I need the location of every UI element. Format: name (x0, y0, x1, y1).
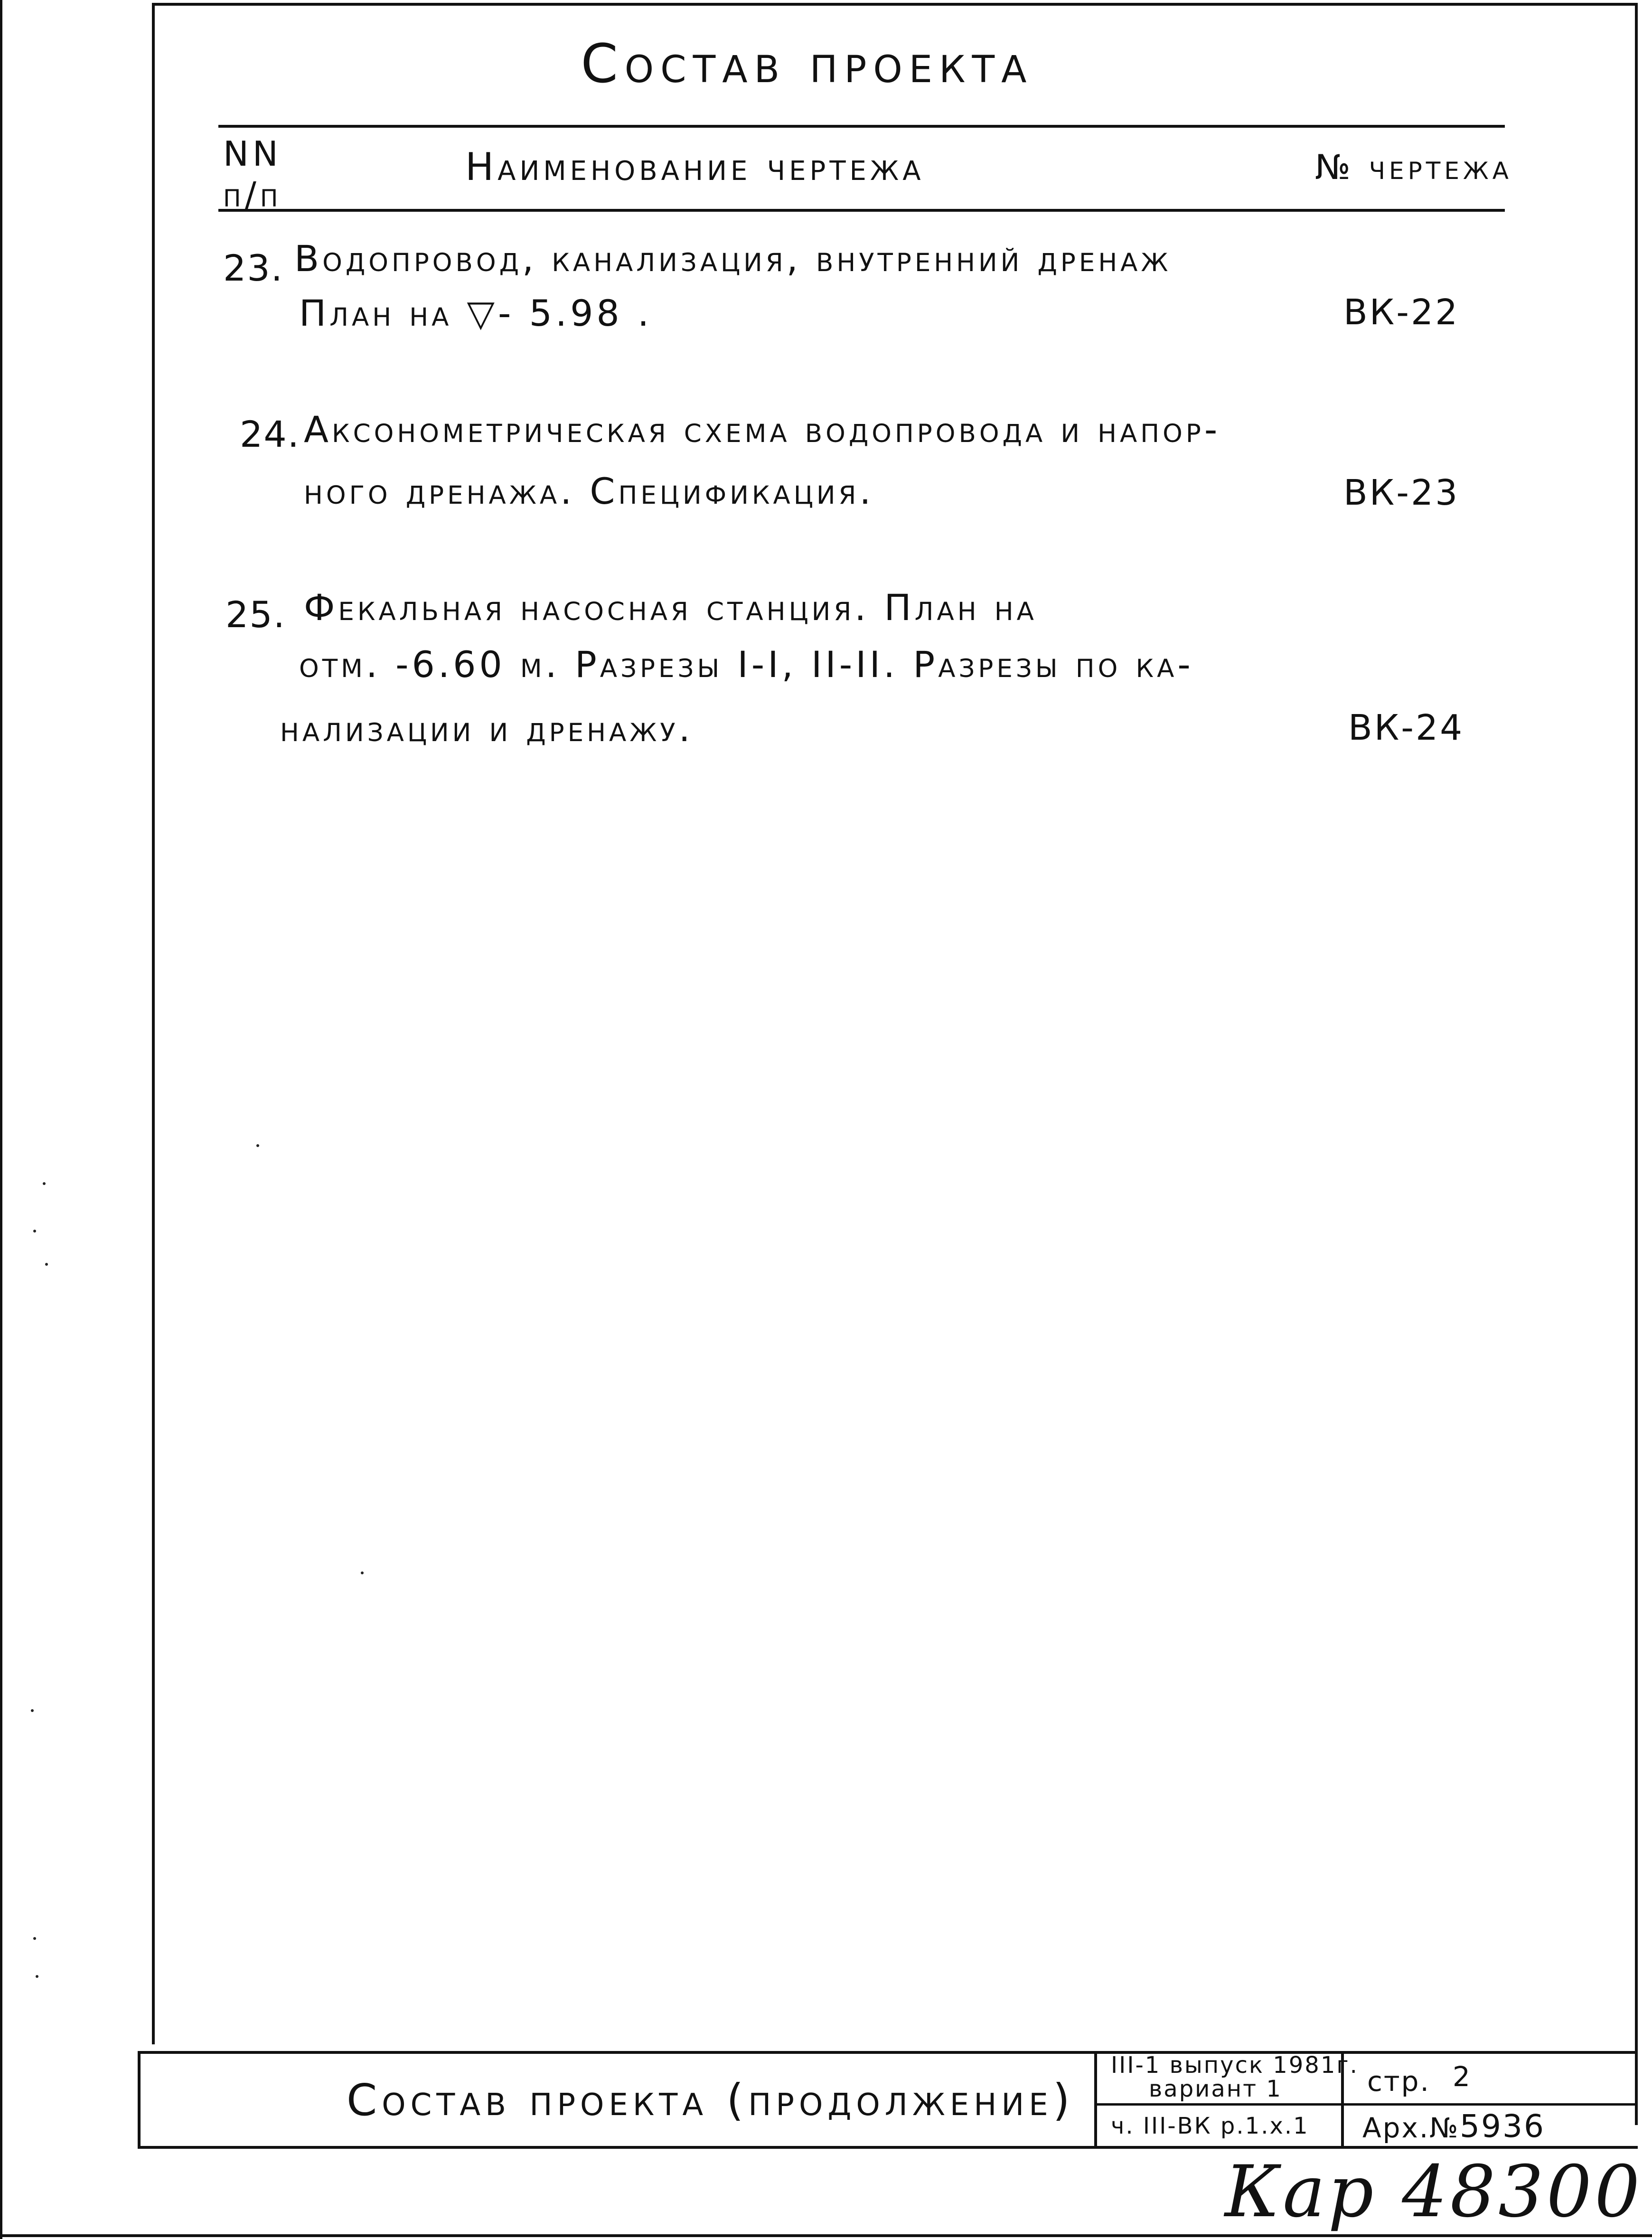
scan-speck (33, 1230, 36, 1232)
stamp-part: ч. III-ВК р.1.х.1 (1111, 2113, 1309, 2139)
row-24-line-1: Аксонометрическая схема водопровода и напор- (304, 408, 1221, 451)
frame-right-line (1635, 3, 1638, 2125)
header-bottom-rule (218, 209, 1505, 212)
row-25-code: ВК-24 (1348, 707, 1464, 748)
stamp-sheet-number: 2 (1453, 2060, 1472, 2093)
row-25-number: 25. (225, 593, 286, 636)
row-25-line-3: нализации и дренажу. (280, 707, 694, 750)
stamp-divider-1 (1094, 2051, 1097, 2149)
row-25-line-1: Фекальная насосная станция. План на (304, 586, 1037, 629)
page-left-edge (0, 0, 2, 2239)
stamp-title: Состав проекта (продолжение) (347, 2075, 1075, 2126)
row-25-line-2: отм. -6.60 м. Разрезы I-I, II-II. Разрезы по ка- (299, 643, 1194, 686)
header-name-col: Наименование чертежа (465, 145, 925, 189)
scan-speck (256, 1144, 259, 1147)
stamp-series-line-2: вариант 1 (1149, 2076, 1282, 2102)
scan-speck (36, 1975, 38, 1978)
page-bottom-edge (0, 2234, 1652, 2237)
stamp-archive-label: Арх.№ (1362, 2112, 1460, 2144)
row-23-code: ВК-22 (1343, 292, 1460, 333)
header-num-top: NN (223, 134, 282, 174)
stamp-top-rule (138, 2051, 1638, 2054)
row-24-line-2: ного дренажа. Спецификация. (304, 470, 874, 512)
row-24-number: 24. (240, 413, 300, 455)
scan-speck (45, 1263, 48, 1266)
stamp-sheet-label: стр. (1367, 2065, 1430, 2098)
stamp-archive-number: 5936 (1460, 2108, 1545, 2145)
frame-left-line (152, 3, 155, 2044)
stamp-mid-rule (1094, 2103, 1638, 2106)
scan-speck (361, 1571, 364, 1574)
stamp-series-line-1: III-1 выпуск 1981г. (1111, 2052, 1359, 2079)
scan-speck (31, 1709, 34, 1712)
frame-top-line (152, 3, 1638, 6)
page-title: Состав проекта (581, 33, 1033, 95)
stamp-left-edge (138, 2051, 141, 2149)
row-23-line-1: Водопровод, канализация, внутренний дренаж (294, 237, 1172, 280)
row-23-number: 23. (223, 247, 283, 289)
scan-speck (33, 1937, 36, 1940)
stamp-bottom-rule (138, 2146, 1638, 2149)
scan-speck (43, 1182, 46, 1185)
header-top-rule (218, 125, 1505, 128)
row-23-line-2: План на ▽- 5.98 . (299, 292, 653, 334)
header-code-col: № чертежа (1315, 147, 1512, 187)
handwritten-signature: Кар 48300 (1225, 2151, 1643, 2233)
row-24-code: ВК-23 (1343, 472, 1460, 513)
header-num-bottom: п/п (223, 175, 282, 215)
